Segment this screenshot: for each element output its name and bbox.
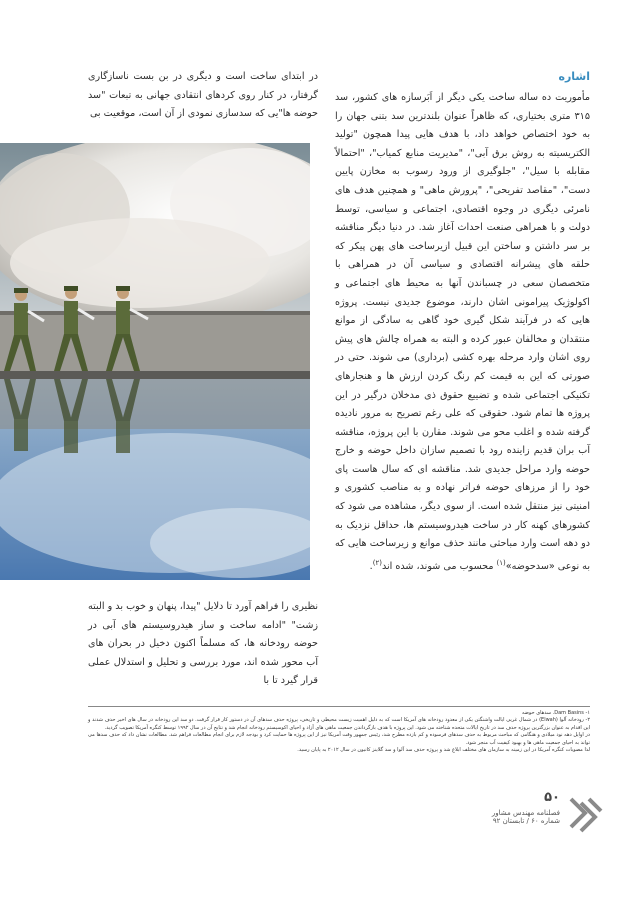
intro-line: و ساختن این قبیل ازیرساخت های پهن پیکر که حلقه های [335,240,590,271]
page-number: ۵۰ [544,790,560,805]
intro-line: مأموریت ده ساله ساخت یکی دیگر از اَبَرسازه های [381,92,590,103]
left-top-line: گرفتار، در کنار روی کردهای انتقادی جهانی به تبعات "سد [88,89,318,101]
intro-line: علی رغم تصریح به مرور نادیده گرفته شده و اغلب محو می [335,408,591,438]
intro-line: می شوند، شده اند [381,561,457,573]
intro-line: پیشرانه اقتصادی و سیاسی آن در همراهی با متخصصان [335,259,590,289]
footnote-divider [88,706,590,707]
intro-line: صنعت احداث آغاز شد. در دنیا دیگر مناقشه بر سر داشتن [335,222,590,252]
intro-line: سد بتنی جهان را به خود اختصاص خواهد داد، با هدف هایی [335,110,591,141]
intro-line: سعی در چسباندن آنها به محیط های اجتماعی و اکولوژیک [335,277,590,308]
intro-line: مدخلان درگیر در این پروژه ها تمام شود. حقوقی که [335,389,591,420]
intro-line: کشور، سد ۳۱۵ متری بختیاری، که ظاهراً عنوان بلندترین [335,92,590,122]
section-title: اشاره [558,70,590,83]
intro-line: منابع کمیاب"، "احتمالاً مقابله با سیل"، "جلوگیری از ورود [335,147,590,178]
intro-line: رسوب به مخازن پایین دست"، "مقاصد تفریحی"، "پرورش [335,166,590,196]
intro-line: پیرامونی اشان دارند، موضوع جدیدی نیست. پروژه هایی [335,296,590,327]
footnote-item: ۲- رودخانه آلوا (Elwah) در شمال غربی ایالت واشنگتن یکی از معدود رودخانه های آمریکا است که به دلیل اهمیت زیست محیطی و تاریخی، پروژه حذف سدهای آن در دستور کار قرار گرفت. دو سد این رودخانه در سال های اخیر حذف شدند و این اقدام به عنوان بزرگترین پروژه حذف سد در تاریخ ایالات متحده شناخته می شود. این پروژه با هدف بازگرداندن جمعیت ماهی های آزاد و احیای اکوسیستم رودخانه انجام شد و نتایج آن در سال ۱۹۹۲ توسط کنگره آمریکا تصویب گردید. [88,717,591,731]
intro-line: جدیدی شد. مناقشه ای که سال هاست پای خود را از [335,463,591,494]
intro-line: پیش روی اشان وارد مرحله بهره کشی (برداری) می شوند. [335,333,590,364]
intro-line: ماهی" و همچنین هدف های نامرئی دیگری در وجوه [335,184,590,215]
footnote-item: در اوایل دهه نود میلادی و هنگامی که مباحث مربوط به حذف سدهای فرسوده و کم بازده مطرح شد، رئیس جمهور وقت آمریکا نیز از این پروژه ها حمایت کرد و بودجه لازم برای انجام مطالعات فراهم شد. مطالعات نشان داد که حذف سدها می تواند به احیای جمعیت ماهی ها و بهبود کیفیت آب منجر شود. [88,732,590,746]
intro-line: هنجارهای تکنیکی اجتماعی شده و تضییع حقوق ذی [335,370,590,401]
footnote-item: ۱- Dam Basins. سدهای حوضه [522,710,590,716]
left-top-line: در ابتدای ساخت است و دیگری در بن بست ناسازگاری [88,71,318,82]
magazine-issue: شماره ۶۰ / تابستان ۹۲ [492,817,560,825]
soldiers-dam-photo [0,143,310,580]
intro-line: منتقدان و مخالفان عبور کرده و البته به همراه چالش های [356,333,590,345]
intro-line: که در فرآیند شکل گیری خود گاهی به سادگی از موانع [335,315,567,327]
left-bottom-line: نظیری را فراهم آورد تا دلایل "پیدا، پنهان و خوب بد و البته [88,601,318,612]
left-bottom-line: زشت" "ادامه ساخت و ساز هیدروسیستم های آبی در حوضه [88,619,318,650]
intro-line: نزدیک به دو دهه است وارد مباحثی مانند حذف موانع و [335,519,590,550]
left-bottom-line: رودخانه ها، که مسلماً اکنون دخیل در بحران های آب محور [88,638,318,668]
intro-line: زیرساخت هایی که به نوعی «سدحوضه» [335,538,590,573]
footnote-item: لذا مصوبات کنگره آمریکا در این زمینه به سازمان های مختلف ابلاغ شد و پروژه حذف سد آلوا و سد گلاینز کانیون در سال ۲۰۱۲ به پایان رسید. [297,747,590,754]
intro-line: اقتصادی، اجتماعی و سیاسی، توسط دولت و با همراهی [335,203,590,234]
intro-line: حتی در صورتی که این به قیمت کم رنگ کردن ارزش ها و [335,352,590,382]
intro-line: شوند. مقارن با این پروژه، مناقشه آب بران قدیم زاینده رود [335,426,590,457]
intro-line-tail: محسوب [459,561,497,573]
intro-line: با تصمیم سازان داخل حوضه و خارج حوضه وارد مراحل [335,445,590,475]
intro-text [335,89,590,577]
footnote-ref-1[interactable]: (۱) [496,558,506,567]
left-bottom-text [88,598,318,691]
intro-line: مرزهای حوضه فراتر نهاده و به مناصب کشوری و امنیتی نیز [335,482,590,513]
left-top-text [88,68,318,124]
page-footer [470,790,560,825]
magazine-name: فصلنامه مهندس مشاور [491,809,560,817]
footnote-ref-2[interactable]: (۲) [372,558,382,567]
intro-line: کشورهای کهنه کار در ساخت هیدروسیستم ها، حداقل [373,519,590,531]
intro-line: پیدا همچون "تولید الکتریسیته به روش برق آبی"، "مدیریت [335,129,590,159]
intro-end: . [369,561,373,573]
left-top-line: حوضه ها"یی که سدسازی نمودی از آن است، موقعیت بی [89,108,318,120]
intro-column [335,70,590,577]
footnotes [88,710,590,754]
left-bottom-line: شده اند، مورد بررسی و تحلیل و استدلال عملی قرار گیرد تا با [88,656,318,687]
magazine-logo-icon [565,795,605,835]
intro-line: منتقل شده است. از سوی دیگر، مشاهده می شود که [335,501,549,513]
